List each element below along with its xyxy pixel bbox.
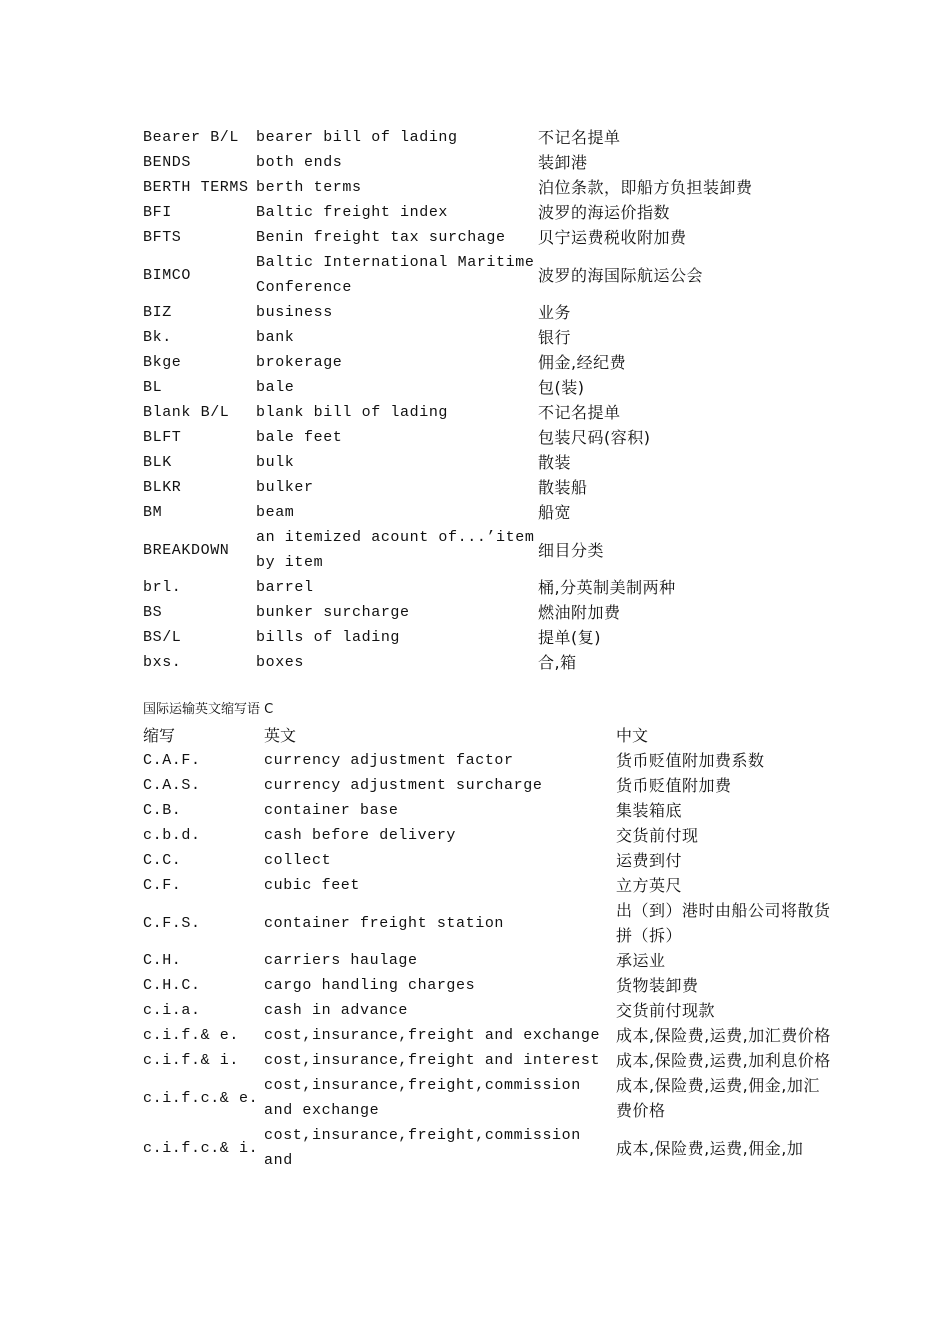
chinese-term-cell: 不记名提单 bbox=[538, 128, 621, 147]
abbreviation-cell: Blank B/L bbox=[143, 404, 230, 421]
english-term-cell: bulker bbox=[256, 479, 314, 496]
table-row bbox=[143, 873, 836, 898]
table-row bbox=[143, 375, 798, 400]
english-term-cell: bearer bill of lading bbox=[256, 129, 458, 146]
abbreviation-cell: C.C. bbox=[143, 852, 182, 869]
english-term-cell: container base bbox=[264, 802, 399, 819]
chinese-term-cell: 货物装卸费 bbox=[616, 976, 699, 995]
english-term-cell: Baltic freight index bbox=[256, 204, 449, 221]
english-term-cell: business bbox=[256, 304, 333, 321]
table-row bbox=[143, 600, 798, 625]
english-term-cell: cost,insurance,freight and exchange bbox=[264, 1027, 601, 1044]
abbreviation-cell: C.F.S. bbox=[143, 914, 201, 932]
table-row bbox=[143, 1123, 836, 1173]
header-chinese: 中文 bbox=[616, 726, 649, 745]
chinese-term-cell: 立方英尺 bbox=[616, 876, 683, 895]
abbreviation-cell: BIZ bbox=[143, 304, 172, 321]
english-term-cell: currency adjustment surcharge bbox=[264, 777, 543, 794]
abbreviation-cell: c.i.f.c.& i. bbox=[143, 1139, 259, 1157]
chinese-term-cell: 提单(复) bbox=[538, 628, 601, 647]
abbreviation-cell: C.H.C. bbox=[143, 977, 201, 994]
english-term-cell: collect bbox=[264, 852, 332, 869]
abbreviation-cell: C.A.S. bbox=[143, 777, 201, 794]
english-term-cell: cargo handling charges bbox=[264, 977, 476, 994]
abbreviation-cell: c.i.f.& e. bbox=[143, 1027, 240, 1044]
english-term-cell: an itemized acount of...’item by item bbox=[256, 529, 535, 571]
abbreviation-cell: Bearer B/L bbox=[143, 129, 240, 146]
table-row bbox=[143, 175, 798, 200]
english-term-cell: boxes bbox=[256, 654, 305, 671]
chinese-term-cell: 承运业 bbox=[616, 951, 666, 970]
table-row bbox=[143, 798, 836, 823]
abbreviation-cell: C.A.F. bbox=[143, 752, 201, 769]
english-term-cell: bulk bbox=[256, 454, 295, 471]
english-term-cell: berth terms bbox=[256, 179, 362, 196]
chinese-term-cell: 货币贬值附加费系数 bbox=[616, 751, 765, 770]
chinese-term-cell: 货币贬值附加费 bbox=[616, 776, 732, 795]
abbreviation-cell: BS/L bbox=[143, 629, 182, 646]
chinese-term-cell: 船宽 bbox=[538, 503, 572, 522]
abbreviation-table-c bbox=[143, 723, 836, 1173]
table-row bbox=[143, 948, 836, 973]
table-row bbox=[143, 500, 798, 525]
chinese-term-cell: 散装 bbox=[538, 453, 572, 472]
abbreviation-cell: Bkge bbox=[143, 354, 182, 371]
table-row bbox=[143, 450, 798, 475]
chinese-term-cell: 贝宁运费税收附加费 bbox=[538, 228, 687, 247]
table-row bbox=[143, 325, 798, 350]
chinese-term-cell: 细目分类 bbox=[538, 540, 605, 560]
chinese-term-cell: 成本,保险费,运费,佣金,加汇费价格 bbox=[616, 1076, 820, 1120]
chinese-term-cell: 业务 bbox=[538, 303, 572, 322]
english-term-cell: both ends bbox=[256, 154, 343, 171]
table-row bbox=[143, 225, 798, 250]
english-term-cell: cash in advance bbox=[264, 1002, 409, 1019]
table-row bbox=[143, 525, 798, 575]
abbreviation-cell: bxs. bbox=[143, 654, 182, 671]
table-row bbox=[143, 350, 798, 375]
chinese-term-cell: 集装箱底 bbox=[616, 801, 683, 820]
table-row bbox=[143, 125, 798, 150]
english-term-cell: bank bbox=[256, 329, 295, 346]
table-row bbox=[143, 250, 798, 300]
abbreviation-cell: C.H. bbox=[143, 952, 182, 969]
table-row bbox=[143, 425, 798, 450]
abbreviation-cell: C.B. bbox=[143, 802, 182, 819]
chinese-term-cell: 装卸港 bbox=[538, 153, 588, 172]
abbreviation-cell: c.i.f.& i. bbox=[143, 1052, 240, 1069]
english-term-cell: bills of lading bbox=[256, 629, 401, 646]
chinese-term-cell: 包(装) bbox=[538, 378, 585, 397]
table-row bbox=[143, 300, 798, 325]
table-row bbox=[143, 1073, 836, 1123]
table-row bbox=[143, 625, 798, 650]
chinese-term-cell: 波罗的海国际航运公会 bbox=[538, 265, 704, 285]
table-row bbox=[143, 748, 836, 773]
table-row bbox=[143, 150, 798, 175]
english-term-cell: carriers haulage bbox=[264, 952, 418, 969]
table-row bbox=[143, 575, 798, 600]
table-row bbox=[143, 1048, 836, 1073]
chinese-term-cell: 散装船 bbox=[538, 478, 588, 497]
abbreviation-cell: BFTS bbox=[143, 229, 182, 246]
abbreviation-cell: BL bbox=[143, 379, 163, 396]
english-term-cell: currency adjustment factor bbox=[264, 752, 514, 769]
chinese-term-cell: 包装尺码(容积) bbox=[538, 428, 651, 447]
english-term-cell: container freight station bbox=[264, 914, 505, 932]
english-term-cell: blank bill of lading bbox=[256, 404, 449, 421]
english-term-cell: beam bbox=[256, 504, 295, 521]
english-term-cell: cost,insurance,freight,commission and bbox=[264, 1127, 581, 1169]
abbreviation-cell: BENDS bbox=[143, 154, 192, 171]
abbreviation-cell: BM bbox=[143, 504, 163, 521]
table-row bbox=[143, 475, 798, 500]
english-term-cell: Benin freight tax surchage bbox=[256, 229, 506, 246]
section-title: 国际运输英文缩写语 C bbox=[143, 702, 274, 717]
abbreviation-cell: c.b.d. bbox=[143, 827, 201, 844]
table-row bbox=[143, 973, 836, 998]
abbreviation-cell: BLFT bbox=[143, 429, 182, 446]
table-row bbox=[143, 1023, 836, 1048]
chinese-term-cell: 桶,分英制美制两种 bbox=[538, 578, 676, 597]
chinese-term-cell: 运费到付 bbox=[616, 851, 683, 870]
table-row bbox=[143, 650, 798, 675]
abbreviation-cell: BFI bbox=[143, 204, 172, 221]
table-header-row bbox=[143, 723, 836, 748]
chinese-term-cell: 交货前付现 bbox=[616, 826, 699, 845]
abbreviation-cell: BERTH TERMS bbox=[143, 179, 249, 196]
english-term-cell: bale bbox=[256, 379, 295, 396]
english-term-cell: cost,insurance,freight,commission and exchange bbox=[264, 1077, 581, 1119]
table-row bbox=[143, 823, 836, 848]
abbreviation-cell: BLKR bbox=[143, 479, 182, 496]
table-row bbox=[143, 773, 836, 798]
chinese-term-cell: 合,箱 bbox=[538, 653, 577, 672]
english-term-cell: cash before delivery bbox=[264, 827, 457, 844]
english-term-cell: cubic feet bbox=[264, 877, 361, 894]
abbreviation-cell: BREAKDOWN bbox=[143, 541, 230, 559]
abbreviation-cell: BIMCO bbox=[143, 266, 192, 284]
table-row bbox=[143, 200, 798, 225]
header-english: 英文 bbox=[264, 726, 297, 745]
abbreviation-cell: BS bbox=[143, 604, 163, 621]
abbreviation-table-b bbox=[143, 125, 798, 675]
table-row bbox=[143, 998, 836, 1023]
chinese-term-cell: 佣金,经纪费 bbox=[538, 353, 627, 372]
chinese-term-cell: 出（到）港时由船公司将散货拼（拆） bbox=[616, 901, 831, 945]
chinese-term-cell: 成本,保险费,运费,加汇费价格 bbox=[616, 1026, 831, 1045]
english-term-cell: barrel bbox=[256, 579, 314, 596]
english-term-cell: cost,insurance,freight and interest bbox=[264, 1052, 601, 1069]
chinese-term-cell: 泊位条款，即船方负担装卸费 bbox=[538, 178, 753, 197]
header-abbr: 缩写 bbox=[143, 726, 176, 745]
chinese-term-cell: 银行 bbox=[538, 328, 572, 347]
chinese-term-cell: 燃油附加费 bbox=[538, 603, 621, 622]
english-term-cell: Baltic International Maritime Conference bbox=[256, 254, 535, 296]
chinese-term-cell: 成本,保险费,运费,佣金,加 bbox=[616, 1138, 804, 1158]
abbreviation-cell: c.i.f.c.& e. bbox=[143, 1089, 259, 1107]
english-term-cell: bale feet bbox=[256, 429, 343, 446]
table-body bbox=[143, 723, 836, 1173]
chinese-term-cell: 成本,保险费,运费,加利息价格 bbox=[616, 1051, 831, 1070]
english-term-cell: bunker surcharge bbox=[256, 604, 410, 621]
abbreviation-cell: BLK bbox=[143, 454, 172, 471]
table-body bbox=[143, 125, 798, 675]
table-row bbox=[143, 898, 836, 948]
chinese-term-cell: 不记名提单 bbox=[538, 403, 621, 422]
table-row bbox=[143, 848, 836, 873]
english-term-cell: brokerage bbox=[256, 354, 343, 371]
table-row bbox=[143, 400, 798, 425]
chinese-term-cell: 波罗的海运价指数 bbox=[538, 203, 671, 222]
abbreviation-cell: Bk. bbox=[143, 329, 172, 346]
chinese-term-cell: 交货前付现款 bbox=[616, 1001, 716, 1020]
abbreviation-cell: brl. bbox=[143, 579, 182, 596]
abbreviation-cell: C.F. bbox=[143, 877, 182, 894]
abbreviation-cell: c.i.a. bbox=[143, 1002, 201, 1019]
